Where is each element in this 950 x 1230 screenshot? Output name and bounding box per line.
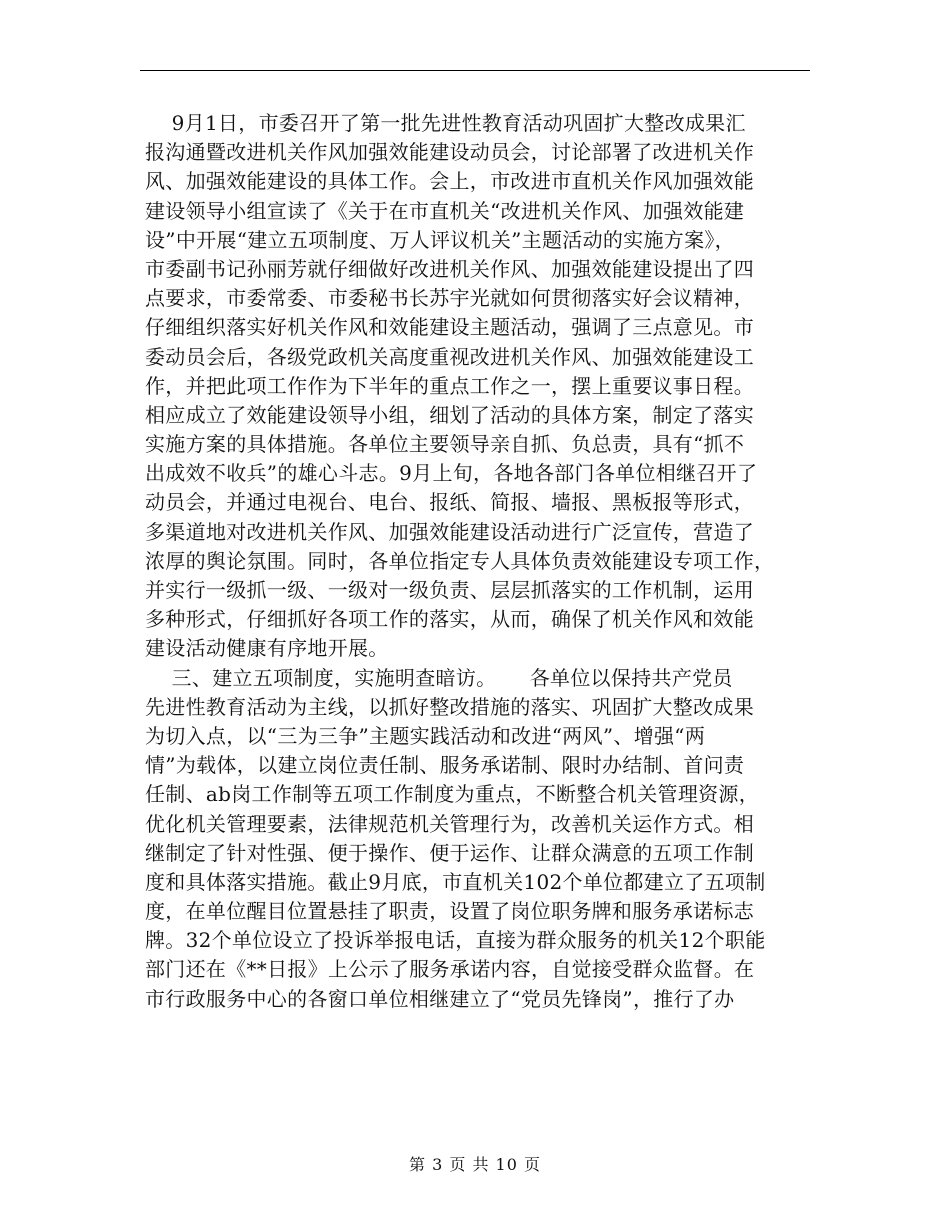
- text-line: 市行政服务中心的各窗口单位相继建立了“党员先锋岗”，推行了办: [145, 986, 735, 1011]
- text-line: 实施方案的具体措施。各单位主要领导亲自抓、负总责，具有“抓不: [145, 432, 745, 457]
- text-line: 报沟通暨改进机关作风加强效能建设动员会，讨论部署了改进机关作: [145, 140, 754, 165]
- text-line: 作，并把此项工作作为下半年的重点工作之一，摆上重要议事日程。: [145, 373, 754, 398]
- text-line: 多种形式，仔细抓好各项工作的落实，从而，确保了机关作风和效能: [145, 607, 754, 632]
- text-line: 委动员会后，各级党政机关高度重视改进机关作风、加强效能建设工: [145, 344, 754, 369]
- text-line: 三、建立五项制度，实施明查暗访。 各单位以保持共产党员: [145, 665, 733, 690]
- text-line: 度，在单位醒目位置悬挂了职责，设置了岗位职务牌和服务承诺标志: [145, 899, 754, 924]
- text-line: 优化机关管理要素，法律规范机关管理行为，改善机关运作方式。相: [145, 811, 754, 836]
- text-line: 部门还在《**日报》上公示了服务承诺内容，自觉接受群众监督。在: [145, 957, 755, 982]
- text-line: 风、加强效能建设的具体工作。会上，市改进市直机关作风加强效能: [145, 169, 754, 194]
- text-line: 建设活动健康有序地开展。: [145, 636, 389, 661]
- text-line: 先进性教育活动为主线，以抓好整改措施的落实、巩固扩大整改成果: [145, 694, 754, 719]
- page-number: 第 3 页 共 10 页: [409, 1155, 541, 1174]
- text-line: 并实行一级抓一级、一级对一级负责、层层抓落实的工作机制，运用: [145, 578, 754, 602]
- text-line: 9月1日，市委召开了第一批先进性教育活动巩固扩大整改成果汇: [145, 111, 746, 135]
- text-line: 度和具体落实措施。截止9月底，市直机关102个单位都建立了五项制: [145, 869, 766, 894]
- text-line: 市委副书记孙丽芳就仔细做好改进机关作风、加强效能建设提出了四: [145, 256, 754, 281]
- text-line: 浓厚的舆论氛围。同时，各单位指定专人具体负责效能建设专项工作，: [145, 548, 775, 573]
- text-line: 继制定了针对性强、便于操作、便于运作、让群众满意的五项工作制: [145, 840, 754, 865]
- text-line: 任制、ab岗工作制等五项工作制度为重点，不断整合机关管理资源，: [145, 782, 760, 807]
- text-line: 建设领导小组宣读了《关于在市直机关“改进机关作风、加强效能建: [145, 198, 745, 223]
- text-line: 点要求，市委常委、市委秘书长苏宇光就如何贯彻落实好会议精神，: [145, 286, 754, 311]
- document-body: [145, 109, 805, 1014]
- text-line: 动员会，并通过电视台、电台、报纸、简报、墙报、黑板报等形式，: [145, 490, 754, 515]
- text-line: 多渠道地对改进机关作风、加强效能建设活动进行广泛宣传，营造了: [145, 519, 754, 544]
- text-line: 设”中开展“建立五项制度、万人评议机关”主题活动的实施方案》，: [145, 227, 735, 252]
- text-line: 情”为载体，以建立岗位责任制、服务承诺制、限时办结制、首问责: [145, 753, 745, 778]
- text-line: 为切入点，以“三为三争”主题实践活动和改进“两风”、增强“两: [145, 723, 706, 748]
- text-line: 出成效不收兵”的雄心斗志。9月上旬，各地各部门各单位相继召开了: [145, 461, 758, 486]
- header-rule: [140, 70, 810, 71]
- text-line: 相应成立了效能建设领导小组，细划了活动的具体方案，制定了落实: [145, 402, 754, 427]
- text-line: 仔细组织落实好机关作风和效能建设主题活动，强调了三点意见。市: [145, 315, 754, 340]
- text-line: 牌。32个单位设立了投诉举报电话，直接为群众服务的机关12个职能: [145, 928, 766, 953]
